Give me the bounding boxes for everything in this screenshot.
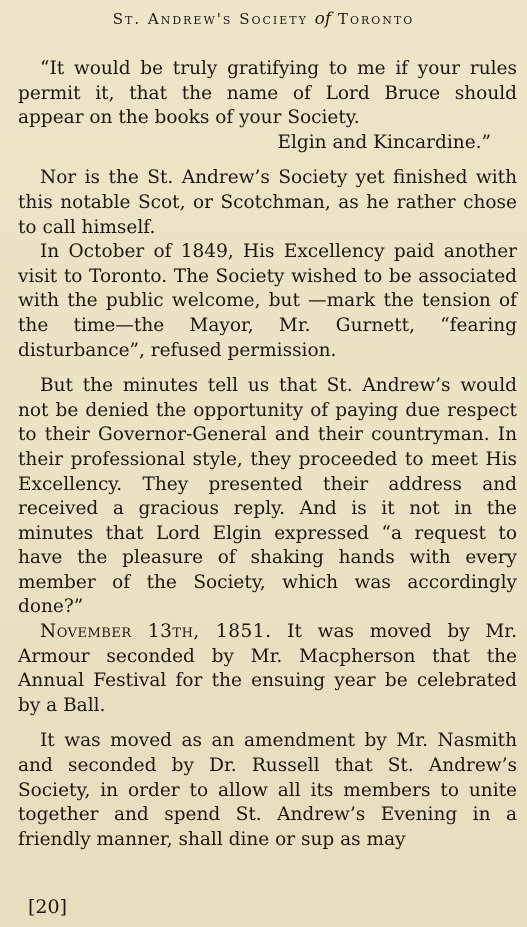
paragraph-amendment: It was moved as an amendment by Mr. Nasmith and seconded by Dr. Russell that St. Andrew’s Society, in order to allow all its members to unite together and spend St. Andrew’s Evening in a friendly manner, shall dine or sup as may (18, 730, 517, 850)
body-text (18, 57, 517, 852)
running-head-society: St. Andrew's Society (112, 10, 315, 28)
entry-date: November 13th, 1851. (40, 621, 272, 643)
running-head-of: of (314, 9, 332, 29)
entry-text: It was moved by Mr. Armour seconded by Mr. Macpherson that the Annual Festival for the ensuing year be celebrated by a Ball. (18, 621, 517, 716)
paragraph-minutes: But the minutes tell us that St. Andrew’s would not be denied the opportunity of paying due respect to their Governor-General and their countryman. In their professional style, they proceeded to meet His Excellency. They presented their address and received a gracious reply. And is it not in the minutes that Lord Elgin expressed “a request to have the pleasure of shaking hands with every member of the Society, which was accordingly done?” (18, 375, 517, 618)
page-number: [20] (28, 896, 68, 918)
letter-signature: Elgin and Kincardine.” (277, 131, 491, 153)
letter-quote: “It would be truly gratifying to me if your rules permit it, that the name of Lord Bruce should appear on the books of your Society. (18, 58, 517, 129)
running-head-city: Toronto (331, 10, 415, 28)
paragraph-october-visit: In October of 1849, His Excellency paid another visit to Toronto. The Society wished to be associated with the public welcome, but —mark the tension of the time—the Mayor, Mr. Gurnett, “fearing disturbance”, refused permission. (18, 241, 517, 361)
paragraph-notable-scot: Nor is the St. Andrew’s Society yet finished with this notable Scot, or Scotchman, as he rather chose to call himself. (18, 167, 517, 238)
paragraph-november-entry (18, 620, 517, 718)
running-head (0, 9, 527, 29)
